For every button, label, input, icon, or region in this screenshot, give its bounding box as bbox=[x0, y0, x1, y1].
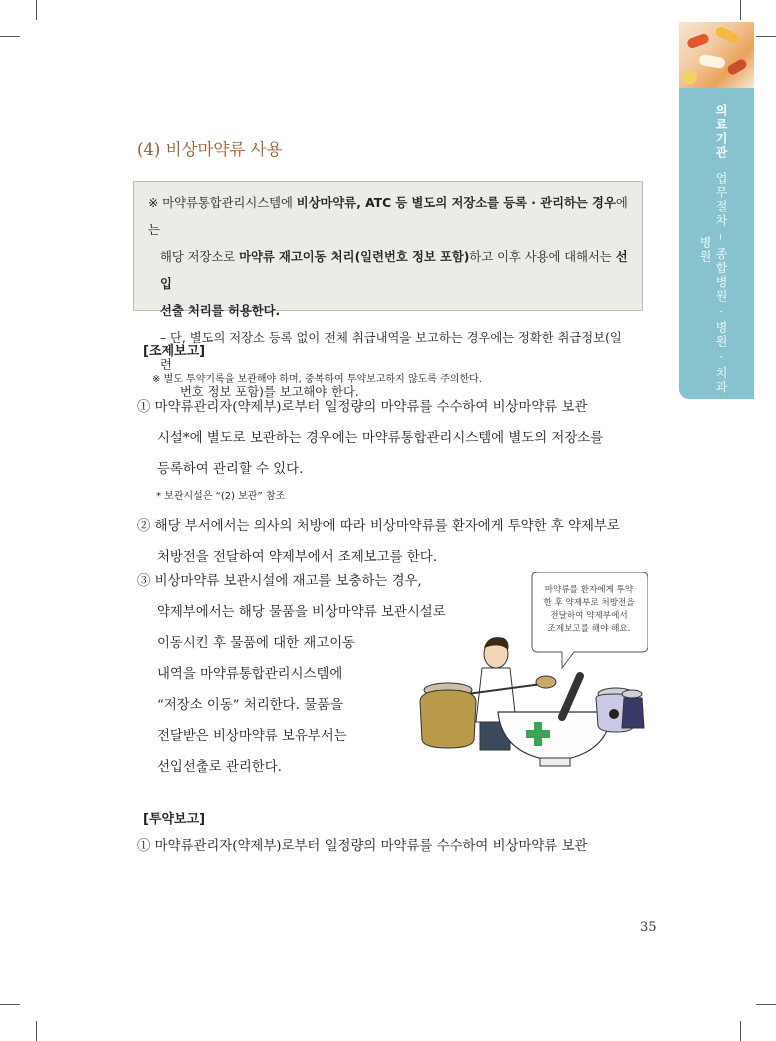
pill-icon bbox=[683, 70, 697, 84]
bubble-line: 조제보고를 해야 해요. bbox=[547, 624, 631, 634]
crop-mark bbox=[756, 36, 776, 37]
section-title: (4) 비상마약류 사용 bbox=[137, 140, 283, 159]
mortar bbox=[498, 712, 612, 760]
side-tab-text bbox=[698, 100, 729, 399]
crop-mark bbox=[740, 0, 741, 20]
spoon-scoop bbox=[536, 676, 556, 688]
pill-icon bbox=[714, 25, 740, 44]
notice-text: – 단, 별도의 저장소 등록 없이 전체 취급내역을 보고하는 경우에는 정확한 취급정보(일련 bbox=[160, 331, 622, 372]
text-line: ③ 비상마약류 보관시설에 재고를 보충하는 경우, bbox=[137, 574, 422, 589]
pestle bbox=[562, 676, 580, 717]
notice-text: 에는 bbox=[148, 196, 628, 237]
notice-text: ※ 마약류통합관리시스템에 bbox=[148, 196, 297, 210]
text-line: 시설*에 별도로 보관하는 경우에는 마약류통합관리시스템에 별도의 저장소를 bbox=[157, 431, 604, 446]
crop-mark bbox=[0, 36, 20, 37]
pills-photo bbox=[679, 22, 754, 88]
page-number: 35 bbox=[640, 920, 657, 935]
administration-heading: [투약보고] bbox=[143, 812, 206, 827]
text-line: 이동시킨 후 물품에 대한 재고이동 bbox=[157, 636, 356, 651]
text-line: 등록하여 관리할 수 있다. bbox=[157, 462, 304, 477]
crop-mark bbox=[740, 1021, 741, 1041]
administration-item-1 bbox=[137, 831, 657, 862]
text-line: ② 해당 부서에서는 의사의 처방에 따라 비상마약류를 환자에게 투약한 후 약제부로 bbox=[137, 519, 620, 534]
dispensing-item-2 bbox=[137, 511, 657, 573]
pill-icon bbox=[698, 54, 726, 69]
side-tab-category: 의료기관 bbox=[714, 104, 728, 161]
text-line: ① 마약류관리자(약제부)로부터 일정량의 마약류를 수수하여 비상마약류 보관 bbox=[137, 400, 588, 415]
speech-bubble-text bbox=[530, 584, 648, 636]
mortar-base bbox=[540, 758, 570, 766]
notice-text: 번호 정보 포함)를 보고해야 한다. bbox=[180, 385, 359, 399]
pill-icon bbox=[686, 33, 710, 50]
crop-mark bbox=[756, 1004, 776, 1005]
crop-mark bbox=[36, 0, 37, 20]
bubble-line: 마약류를 환자에게 투약 bbox=[544, 585, 634, 595]
crop-mark bbox=[0, 1004, 20, 1005]
notice-bold-text: 비상마약류, ATC 등 별도의 저장소를 등록 · 관리하는 경우 bbox=[296, 196, 616, 210]
far-right-jar bbox=[622, 698, 644, 728]
bubble-line: 한 후 약제부로 처방전을 bbox=[543, 598, 635, 608]
notice-line bbox=[148, 190, 630, 244]
skull-icon bbox=[609, 709, 619, 719]
text-line: 처방전을 전달하여 약제부에서 조제보고를 한다. bbox=[157, 550, 437, 565]
dispensing-heading: [조제보고] bbox=[143, 344, 206, 359]
notice-text: 해당 저장소로 bbox=[160, 250, 240, 264]
text-line: 내역을 마약류통합관리시스템에 bbox=[157, 667, 343, 682]
side-tab-subtitle: 업무절차 – 종합병원 · 병원 · 치과병원 bbox=[698, 172, 728, 395]
left-jar bbox=[420, 690, 476, 748]
dispensing-note: ※ 별도 투약기록을 보관해야 하며, 중복하여 투약보고하지 않도록 주의한다. bbox=[152, 374, 482, 385]
green-cross-icon bbox=[526, 730, 550, 738]
crop-mark bbox=[36, 1021, 37, 1041]
far-right-jar-lid bbox=[622, 690, 642, 698]
text-line: “저장소 이동” 처리한다. 물품을 bbox=[157, 698, 343, 713]
notice-bold-text: 마약류 재고이동 처리(일련번호 정보 포함) bbox=[239, 250, 470, 264]
notice-line bbox=[148, 298, 630, 325]
storage-footnote: * 보관시설은 “(2) 보관” 참조 bbox=[156, 491, 286, 502]
text-line: 전달받은 비상마약류 보유부서는 bbox=[157, 729, 347, 744]
text-line: 약제부에서는 해당 물품을 비상마약류 보관시설로 bbox=[157, 605, 446, 620]
notice-text: 하고 이후 사용에 대해서는 bbox=[469, 250, 616, 264]
notice-line bbox=[148, 244, 630, 298]
text-line: 선입선출로 관리한다. bbox=[157, 760, 282, 775]
notice-bold-text: 선입 bbox=[160, 250, 628, 291]
pill-icon bbox=[726, 58, 748, 77]
text-line: ① 마약류관리자(약제부)로부터 일정량의 마약류를 수수하여 비상마약류 보관 bbox=[137, 839, 588, 854]
bubble-line: 전달하여 약제부에서 bbox=[550, 611, 628, 621]
notice-bold-text: 선출 처리를 허용한다. bbox=[160, 304, 281, 318]
chapter-side-tab bbox=[679, 22, 754, 399]
dispensing-item-1 bbox=[137, 392, 657, 485]
